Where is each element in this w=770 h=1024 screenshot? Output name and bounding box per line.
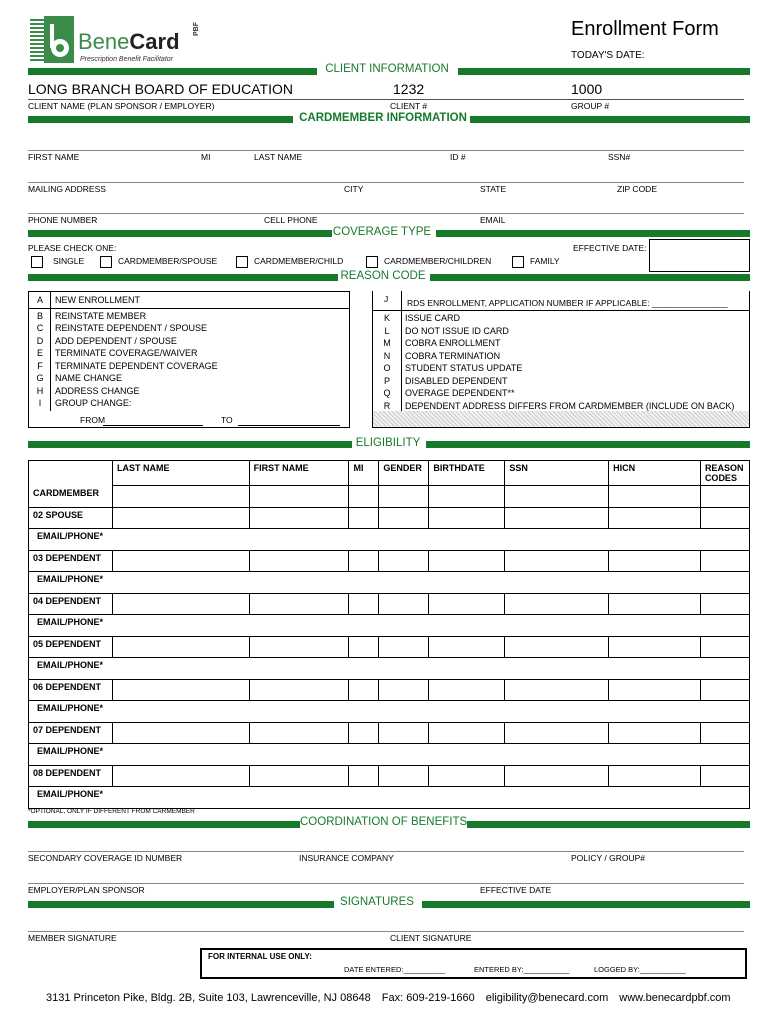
cell[interactable] [112, 550, 249, 572]
reason-code: Q [383, 388, 391, 399]
reason-row-i [29, 397, 222, 410]
spouse-row [29, 507, 750, 529]
email-phone-row [29, 787, 750, 809]
cell[interactable] [349, 679, 379, 701]
cell[interactable] [609, 636, 701, 658]
reason-code: H [36, 385, 44, 396]
col-hicn: HICN [609, 461, 701, 486]
option-cardmember-child-label: CARDMEMBER/CHILD [254, 256, 344, 266]
cell[interactable] [609, 679, 701, 701]
client-info-header: CLIENT INFORMATION [325, 63, 449, 75]
reason-row-g [29, 372, 222, 385]
cell[interactable] [349, 550, 379, 572]
cell[interactable] [112, 593, 249, 615]
footer-address: 3131 Princeton Pike, Bldg. 2B, Suite 103, Lawrenceville, NJ 08648 [46, 992, 371, 1004]
reason-row-c [29, 322, 222, 335]
group-number-label: GROUP # [571, 101, 610, 111]
cell[interactable] [379, 636, 429, 658]
entered-by-label: ENTERED BY:___________ [474, 965, 570, 974]
reason-code: C [36, 323, 44, 334]
group-change-from-line [103, 425, 203, 426]
cell[interactable] [349, 722, 379, 744]
cell[interactable] [112, 507, 249, 529]
first-name-label: FIRST NAME [28, 152, 80, 162]
col-mi: MI [349, 461, 379, 486]
cell[interactable] [505, 486, 609, 508]
checkbox-family[interactable] [512, 256, 524, 268]
dependent-row [29, 722, 750, 744]
row-label: 05 DEPENDENT [29, 636, 113, 658]
coverage-type-header: COVERAGE TYPE [332, 226, 432, 238]
reason-row-b [29, 310, 222, 323]
cell[interactable] [429, 679, 505, 701]
cell[interactable] [700, 636, 749, 658]
reason-row-o [373, 362, 738, 375]
reason-code: M [383, 338, 391, 349]
cell[interactable] [429, 486, 505, 508]
cell[interactable] [349, 507, 379, 529]
row-label: 04 DEPENDENT [29, 593, 113, 615]
client-info-bar-left [28, 68, 317, 75]
reason-text: DEPENDENT ADDRESS DIFFERS FROM CARDMEMBER (INCLUDE ON BACK) [405, 400, 735, 411]
checkbox-cardmember-child[interactable] [236, 256, 248, 268]
email-phone-field[interactable]: EMAIL/PHONE* [29, 572, 750, 594]
logo-pbf: PBF [193, 22, 200, 36]
coverage-bar-right [436, 230, 750, 237]
group-change-to-line [238, 425, 340, 426]
reason-code: A [36, 295, 43, 306]
cardmember-rule-3 [28, 213, 744, 214]
logo-tagline: Prescription Benefit Facilitator [80, 56, 173, 63]
option-cardmember-spouse-label: CARDMEMBER/SPOUSE [118, 256, 218, 266]
footer [46, 992, 731, 1004]
cell[interactable] [700, 722, 749, 744]
email-label: EMAIL [480, 215, 506, 225]
client-info-rule [28, 99, 744, 100]
internal-use-title: FOR INTERNAL USE ONLY: [208, 952, 312, 961]
phone-label: PHONE NUMBER [28, 215, 98, 225]
email-phone-row [29, 744, 750, 766]
cell[interactable] [429, 593, 505, 615]
cell[interactable] [609, 593, 701, 615]
cell[interactable] [249, 550, 349, 572]
please-check-label: PLEASE CHECK ONE: [28, 243, 117, 253]
row-label: 06 DEPENDENT [29, 679, 113, 701]
reason-row-m [373, 337, 738, 350]
cell[interactable] [505, 550, 609, 572]
cell[interactable] [505, 507, 609, 529]
cell[interactable] [379, 507, 429, 529]
client-number-value: 1232 [393, 81, 425, 97]
cob-bar-right [467, 821, 750, 828]
footer-website[interactable]: www.benecardpbf.com [619, 992, 731, 1004]
dependent-row [29, 550, 750, 572]
cell[interactable] [379, 486, 429, 508]
reason-code-j: J [384, 294, 389, 304]
reason-text: REINSTATE MEMBER [55, 310, 147, 321]
cell[interactable] [349, 486, 379, 508]
cell[interactable] [505, 722, 609, 744]
reason-text: NAME CHANGE [55, 373, 123, 384]
cell[interactable] [505, 636, 609, 658]
email-phone-field[interactable]: EMAIL/PHONE* [29, 744, 750, 766]
reason-row-p [373, 375, 738, 388]
cell[interactable] [505, 679, 609, 701]
cell[interactable] [429, 722, 505, 744]
reason-code: N [383, 350, 391, 361]
reason-code: F [37, 360, 43, 371]
footer-email[interactable]: eligibility@benecard.com [485, 992, 609, 1004]
checkbox-cardmember-children[interactable] [366, 256, 378, 268]
logged-by-label: LOGGED BY:___________ [594, 965, 686, 974]
reason-code: R [383, 400, 391, 411]
cell[interactable] [700, 550, 749, 572]
client-number-label: CLIENT # [390, 101, 428, 111]
reason-text: ADDRESS CHANGE [55, 385, 140, 396]
dependent-row [29, 636, 750, 658]
reason-text: ISSUE CARD [405, 313, 461, 324]
cob-effective-date-label: EFFECTIVE DATE [480, 885, 552, 895]
email-phone-row [29, 658, 750, 680]
col-first-name: FIRST NAME [249, 461, 349, 486]
insurance-company-label: INSURANCE COMPANY [299, 853, 394, 863]
ssn-label: SSN# [608, 152, 631, 162]
member-signature-label: MEMBER SIGNATURE [28, 933, 117, 943]
email-phone-field[interactable]: EMAIL/PHONE* [29, 658, 750, 680]
eligibility-bar-right [426, 441, 750, 448]
effective-date-label: EFFECTIVE DATE: [573, 243, 647, 253]
cob-bar-left [28, 821, 300, 828]
reason-right-table [373, 312, 738, 412]
email-phone-field[interactable]: EMAIL/PHONE* [29, 787, 750, 809]
reason-text: STUDENT STATUS UPDATE [405, 363, 523, 374]
cell[interactable] [609, 486, 701, 508]
cell[interactable] [349, 593, 379, 615]
dependent-row [29, 593, 750, 615]
client-name-label: CLIENT NAME (PLAN SPONSOR / EMPLOYER) [28, 101, 215, 111]
client-name-value: LONG BRANCH BOARD OF EDUCATION [28, 81, 293, 97]
cell[interactable] [112, 722, 249, 744]
reason-code: O [383, 363, 391, 374]
date-entered-label: DATE ENTERED:__________ [344, 965, 446, 974]
group-number-value: 1000 [571, 81, 603, 97]
col-last-name: LAST NAME [112, 461, 249, 486]
cardmember-bar-left [28, 116, 293, 123]
checkbox-single[interactable] [31, 256, 43, 268]
option-family-label: FAMILY [530, 256, 560, 266]
checkbox-cardmember-spouse[interactable] [100, 256, 112, 268]
reason-row-l [373, 325, 738, 338]
cell[interactable] [700, 593, 749, 615]
cardmember-row [29, 486, 750, 508]
eligibility-table [28, 460, 750, 809]
employer-label: EMPLOYER/PLAN SPONSOR [28, 885, 145, 895]
reason-code: G [36, 373, 44, 384]
cell[interactable] [349, 765, 379, 787]
cardmember-rule-1 [28, 150, 744, 151]
secondary-id-label: SECONDARY COVERAGE ID NUMBER [28, 853, 183, 863]
cell[interactable] [700, 507, 749, 529]
cell-phone-label: CELL PHONE [264, 215, 318, 225]
cell[interactable] [700, 486, 749, 508]
cell[interactable] [379, 722, 429, 744]
cell[interactable] [609, 507, 701, 529]
reason-text: DO NOT ISSUE ID CARD [405, 325, 509, 336]
cob-rule-2 [28, 883, 744, 884]
logo-bene: Bene [78, 29, 130, 54]
signatures-bar-left [28, 901, 334, 908]
cardmember-bar-right [470, 116, 750, 123]
col-ssn: SSN [505, 461, 609, 486]
email-phone-field[interactable]: EMAIL/PHONE* [29, 529, 750, 551]
cell[interactable] [429, 550, 505, 572]
col-reason-codes: REASON CODES [700, 461, 749, 486]
row-label: 07 DEPENDENT [29, 722, 113, 744]
cell[interactable] [505, 593, 609, 615]
email-phone-row [29, 572, 750, 594]
cell[interactable] [249, 593, 349, 615]
client-signature-label: CLIENT SIGNATURE [390, 933, 472, 943]
cell[interactable] [429, 507, 505, 529]
eligibility-footnote: *OPTIONAL, ONLY IF DIFFERENT FROM CARMEMBER [28, 808, 195, 815]
cell[interactable] [429, 636, 505, 658]
reason-text: REINSTATE DEPENDENT / SPOUSE [55, 323, 208, 334]
reason-code: B [36, 310, 43, 321]
signatures-header: SIGNATURES [340, 896, 414, 908]
signature-rule [28, 931, 744, 932]
cell[interactable] [249, 486, 349, 508]
coverage-bar-left [28, 230, 332, 237]
logo-card: Card [129, 29, 180, 54]
benecard-logo-mark [28, 16, 76, 64]
reason-right-j-divider [372, 310, 750, 311]
reason-code: I [38, 398, 42, 409]
logo-wordmark [78, 29, 180, 55]
dependent-row [29, 679, 750, 701]
policy-group-label: POLICY / GROUP# [571, 853, 646, 863]
cell[interactable] [429, 765, 505, 787]
row-label: 03 DEPENDENT [29, 550, 113, 572]
reason-code: D [36, 335, 44, 346]
cell[interactable] [249, 507, 349, 529]
cell[interactable] [609, 722, 701, 744]
reason-row-k [373, 312, 738, 325]
id-label: ID # [450, 152, 466, 162]
row-label: 02 SPOUSE [29, 507, 113, 529]
cell[interactable] [249, 636, 349, 658]
cell[interactable] [379, 765, 429, 787]
cell[interactable] [249, 722, 349, 744]
last-name-label: LAST NAME [254, 152, 303, 162]
reason-row-d [29, 335, 222, 348]
cell[interactable] [379, 550, 429, 572]
cell[interactable] [505, 765, 609, 787]
reason-text: OVERAGE DEPENDENT** [405, 388, 515, 399]
reason-code: L [384, 325, 390, 336]
reason-code: E [36, 348, 43, 359]
reason-right-shaded [373, 411, 749, 427]
email-phone-row [29, 529, 750, 551]
cell[interactable] [700, 765, 749, 787]
cell[interactable] [609, 765, 701, 787]
reason-text: GROUP CHANGE: [55, 398, 132, 409]
reason-row-h [29, 385, 222, 398]
email-phone-field[interactable]: EMAIL/PHONE* [29, 615, 750, 637]
cell[interactable] [700, 679, 749, 701]
zip-label: ZIP CODE [617, 184, 657, 194]
email-phone-row [29, 701, 750, 723]
cell[interactable] [249, 679, 349, 701]
reason-left-table [29, 294, 222, 410]
reason-row-f [29, 360, 222, 373]
reason-row-e [29, 347, 222, 360]
effective-date-box[interactable] [649, 239, 750, 272]
mailing-address-label: MAILING ADDRESS [28, 184, 106, 194]
reason-code-header: REASON CODE [340, 270, 426, 282]
cob-rule-1 [28, 851, 744, 852]
group-change-from-label: FROM [80, 415, 106, 425]
reason-bar-right [430, 274, 750, 281]
reason-text: COBRA ENROLLMENT [405, 338, 501, 349]
reason-row-n [373, 350, 738, 363]
reason-code: K [383, 313, 390, 324]
cell[interactable] [112, 486, 249, 508]
row-label: CARDMEMBER [29, 486, 113, 508]
cell[interactable] [112, 679, 249, 701]
reason-row-r [373, 400, 738, 413]
reason-text: TERMINATE DEPENDENT COVERAGE [55, 360, 218, 371]
group-change-to-label: TO [221, 415, 233, 425]
col-gender: GENDER [379, 461, 429, 486]
cob-header: COORDINATION OF BENEFITS [300, 816, 468, 828]
cell[interactable] [249, 765, 349, 787]
cell[interactable] [379, 593, 429, 615]
option-cardmember-children-label: CARDMEMBER/CHILDREN [384, 256, 492, 266]
cell[interactable] [379, 679, 429, 701]
benecard-logo [28, 16, 203, 68]
cardmember-rule-2 [28, 182, 744, 183]
reason-text: TERMINATE COVERAGE/WAIVER [55, 348, 198, 359]
signatures-bar-right [422, 901, 750, 908]
mi-label: MI [201, 152, 211, 162]
city-label: CITY [344, 184, 364, 194]
reason-text: NEW ENROLLMENT [55, 295, 141, 306]
email-phone-row [29, 615, 750, 637]
email-phone-field[interactable]: EMAIL/PHONE* [29, 701, 750, 723]
col-birthdate: BIRTHDATE [429, 461, 505, 486]
cell[interactable] [112, 636, 249, 658]
reason-row-q [373, 387, 738, 400]
cell[interactable] [349, 636, 379, 658]
dependent-row [29, 765, 750, 787]
eligibility-bar-left [28, 441, 352, 448]
cardmember-info-header: CARDMEMBER INFORMATION [299, 112, 467, 124]
cell[interactable] [112, 765, 249, 787]
reason-text-j: RDS ENROLLMENT, APPLICATION NUMBER IF APPLICABLE: ________________ [407, 298, 728, 308]
reason-text: DISABLED DEPENDENT [405, 375, 508, 386]
state-label: STATE [480, 184, 507, 194]
row-label: 08 DEPENDENT [29, 765, 113, 787]
reason-row-a [29, 294, 222, 307]
reason-bar-left [28, 274, 338, 281]
eligibility-header: ELIGIBILITY [355, 437, 421, 449]
reason-text: ADD DEPENDENT / SPOUSE [55, 335, 177, 346]
footer-fax: Fax: 609-219-1660 [381, 992, 475, 1004]
eligibility-header-row [29, 461, 750, 486]
reason-text: COBRA TERMINATION [405, 350, 501, 361]
option-single-label: SINGLE [53, 256, 85, 266]
reason-code: P [383, 375, 390, 386]
todays-date-label: TODAY'S DATE: [571, 50, 645, 61]
cell[interactable] [609, 550, 701, 572]
form-title: Enrollment Form [571, 18, 719, 40]
client-info-bar-right [458, 68, 750, 75]
